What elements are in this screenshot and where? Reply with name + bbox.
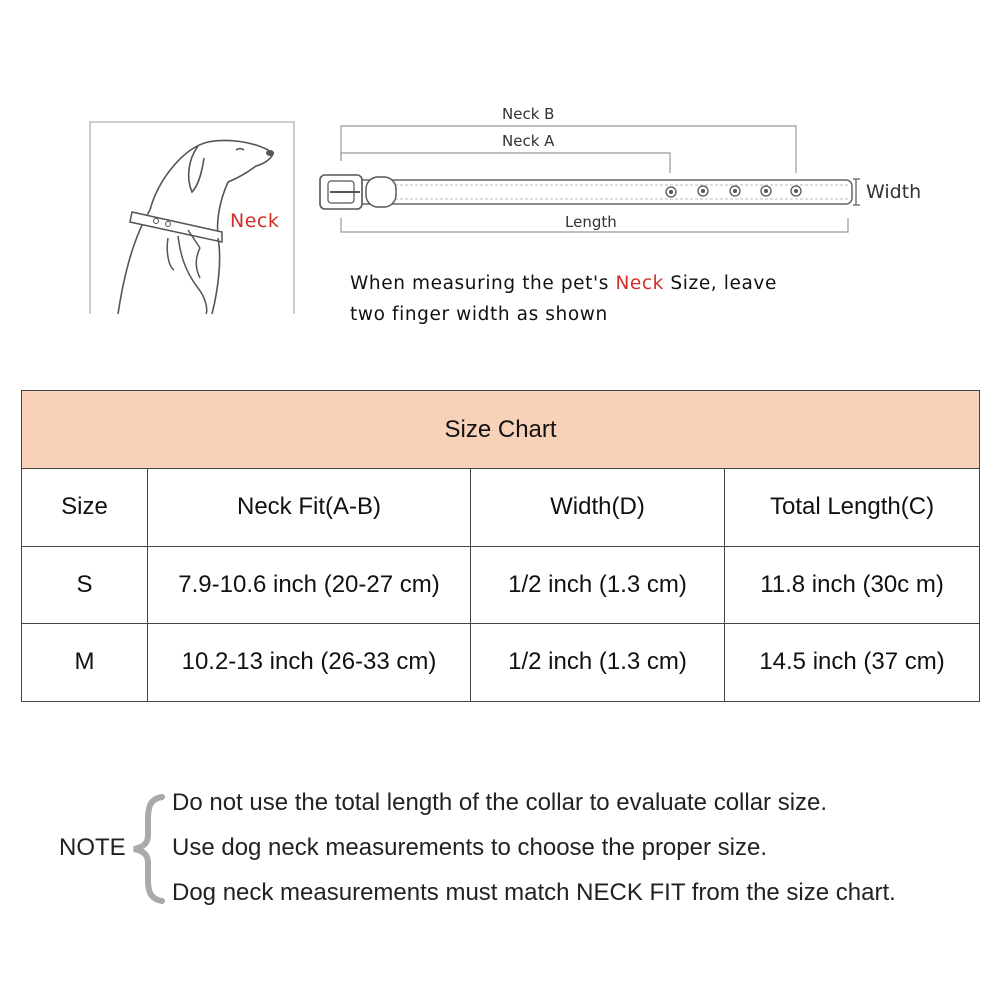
table-cell: 7.9-10.6 inch (20-27 cm) [148, 546, 471, 624]
neck-a-label: Neck A [502, 132, 555, 150]
collar-icon [300, 95, 940, 245]
note-line: Use dog neck measurements to choose the proper size. [172, 834, 767, 861]
column-header: Total Length(C) [725, 469, 980, 547]
size-chart-title: Size Chart [22, 391, 980, 469]
dog-illustration [88, 120, 296, 314]
table-row [22, 546, 980, 624]
note-label: NOTE [59, 834, 126, 861]
measuring-instruction-line-1: When measuring the pet's Neck Size, leave [350, 273, 777, 294]
dog-neck-label: Neck [230, 210, 280, 232]
length-label: Length [565, 213, 617, 231]
curly-brace-icon [128, 793, 168, 905]
table-cell: 1/2 inch (1.3 cm) [471, 546, 725, 624]
size-chart-table [21, 390, 980, 702]
neck-highlight: Neck [615, 273, 664, 294]
table-cell: 10.2-13 inch (26-33 cm) [148, 624, 471, 702]
table-cell: 14.5 inch (37 cm) [725, 624, 980, 702]
table-cell: S [22, 546, 148, 624]
table-cell: M [22, 624, 148, 702]
table-row [22, 624, 980, 702]
note-list [172, 786, 896, 921]
column-header: Width(D) [471, 469, 725, 547]
neck-b-label: Neck B [502, 105, 555, 123]
table-cell: 1/2 inch (1.3 cm) [471, 624, 725, 702]
collar-diagram [300, 95, 940, 245]
table-header-row [22, 469, 980, 547]
note-line: Dog neck measurements must match NECK FIT from the size chart. [172, 879, 896, 906]
table-cell: 11.8 inch (30c m) [725, 546, 980, 624]
column-header: Size [22, 469, 148, 547]
note-line: Do not use the total length of the collar to evaluate collar size. [172, 789, 828, 816]
measuring-instruction [350, 268, 910, 330]
measuring-instruction-line-2: two finger width as shown [350, 304, 608, 325]
column-header: Neck Fit(A-B) [148, 469, 471, 547]
width-label: Width [866, 181, 922, 203]
